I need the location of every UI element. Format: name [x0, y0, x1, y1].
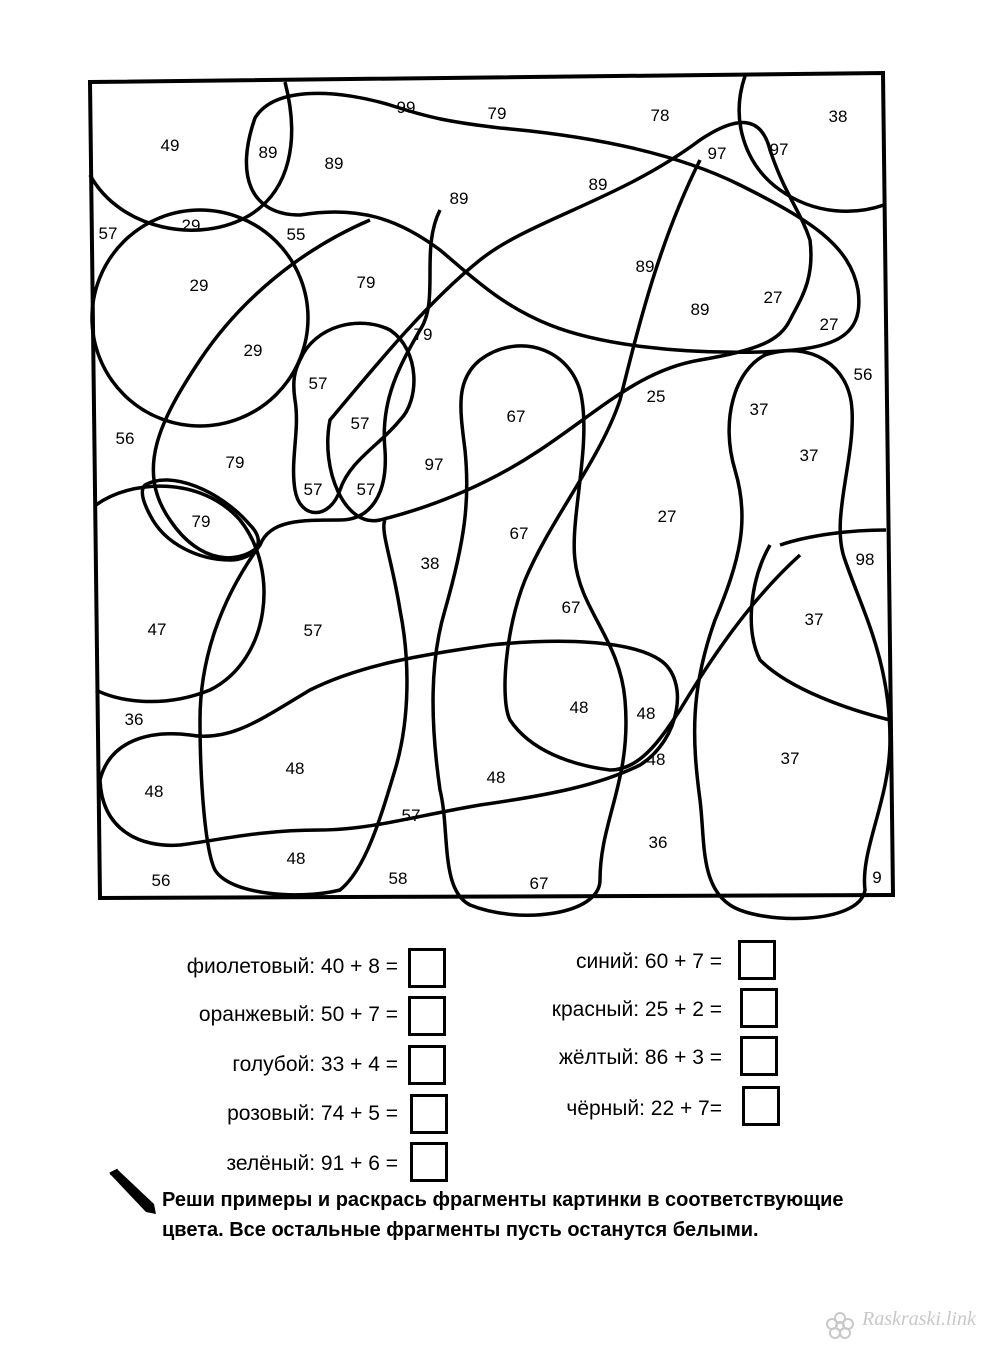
- curve-region-98: [780, 530, 886, 545]
- curve-top-right-circle: [739, 76, 884, 211]
- region-number: 57: [308, 374, 328, 393]
- instruction-text: [162, 1185, 942, 1245]
- region-number: 89: [258, 143, 278, 162]
- curve-band-79: [153, 210, 440, 558]
- region-number: 37: [804, 610, 824, 629]
- region-number: 67: [509, 524, 529, 543]
- watermark: Raskraski.link: [862, 1308, 976, 1330]
- region-number: 89: [690, 300, 710, 319]
- region-number: 97: [424, 455, 444, 474]
- curve-band-48: [100, 641, 677, 845]
- region-number: 37: [780, 749, 800, 768]
- region-number: 58: [388, 869, 408, 888]
- pin-middle: [433, 346, 626, 915]
- region-number: 89: [588, 175, 608, 194]
- curve-lower-left-circle: [96, 486, 264, 701]
- instruction-line-2: цвета. Все остальные фрагменты пусть останутся белыми.: [162, 1219, 759, 1241]
- region-number: 97: [707, 144, 727, 163]
- answer-box-orange[interactable]: [408, 996, 446, 1036]
- region-number: 67: [506, 407, 526, 426]
- region-number: 48: [636, 704, 656, 723]
- region-number: 37: [799, 446, 819, 465]
- answer-box-blue[interactable]: [738, 940, 776, 980]
- region-number: 48: [285, 759, 305, 778]
- region-number: 79: [191, 512, 211, 531]
- region-number: 98: [855, 550, 875, 569]
- region-number: 57: [98, 224, 118, 243]
- curve-region-37: [751, 545, 890, 720]
- region-number: 29: [243, 341, 263, 360]
- region-number: 49: [160, 136, 180, 155]
- region-number: 48: [144, 782, 164, 801]
- region-number: 48: [646, 750, 666, 769]
- region-number: 57: [303, 621, 323, 640]
- curve-loop-48: [505, 160, 800, 770]
- region-number: 78: [650, 106, 670, 125]
- equation-light-blue: голубой: 33 + 4 =: [232, 1053, 398, 1076]
- region-number: 79: [356, 273, 376, 292]
- equation-black: чёрный: 22 + 7=: [566, 1097, 722, 1120]
- equation-red: красный: 25 + 2 =: [551, 998, 722, 1021]
- region-number: 25: [646, 387, 666, 406]
- region-number: 89: [449, 189, 469, 208]
- region-number: 67: [529, 874, 549, 893]
- curve-left-circle: [92, 210, 308, 426]
- region-number: 57: [350, 414, 370, 433]
- answer-box-light-blue[interactable]: [408, 1045, 446, 1085]
- answer-box-green[interactable]: [410, 1142, 448, 1182]
- region-number: 79: [487, 104, 507, 123]
- answer-box-violet[interactable]: [408, 948, 446, 988]
- region-number: 55: [286, 225, 306, 244]
- region-number: 56: [853, 365, 873, 384]
- equation-pink: розовый: 74 + 5 =: [227, 1102, 398, 1125]
- region-number: 27: [763, 288, 783, 307]
- instruction-line-1: Реши примеры и раскрась фрагменты картинки в соответствующие: [162, 1189, 844, 1211]
- region-number: 56: [151, 871, 171, 890]
- region-number: 29: [189, 276, 209, 295]
- region-number: 37: [749, 400, 769, 419]
- region-number: 56: [115, 429, 135, 448]
- region-number: 57: [303, 480, 323, 499]
- region-number: 29: [181, 216, 201, 235]
- region-number: 27: [657, 507, 677, 526]
- region-number: 79: [413, 325, 433, 344]
- region-number: 67: [561, 598, 581, 617]
- equation-orange: оранжевый: 50 + 7 =: [198, 1003, 398, 1026]
- region-number: 48: [569, 698, 589, 717]
- region-number: 9: [872, 868, 882, 887]
- region-number: 79: [225, 453, 245, 472]
- equation-green: зелёный: 91 + 6 =: [226, 1152, 398, 1175]
- answer-box-red[interactable]: [740, 988, 778, 1028]
- curve-band-97: [328, 123, 811, 521]
- region-number: 99: [396, 98, 416, 117]
- pencil-icon: [106, 1168, 158, 1218]
- region-number: 36: [648, 833, 668, 852]
- region-number: 38: [828, 107, 848, 126]
- region-number: 47: [147, 620, 167, 639]
- equation-yellow: жёлтый: 86 + 3 =: [558, 1046, 722, 1069]
- equation-blue: синий: 60 + 7 =: [575, 950, 722, 973]
- answer-box-black[interactable]: [742, 1086, 780, 1126]
- pin-right: [695, 351, 890, 919]
- region-number: 89: [324, 154, 344, 173]
- region-number: 97: [769, 140, 789, 159]
- answer-box-yellow[interactable]: [740, 1036, 778, 1076]
- flower-icon: [820, 1310, 860, 1342]
- answer-box-pink[interactable]: [410, 1094, 448, 1134]
- region-number: 38: [420, 554, 440, 573]
- curve-band-89: [246, 93, 858, 352]
- region-number: 57: [356, 480, 376, 499]
- region-number: 48: [486, 768, 506, 787]
- region-number: 36: [124, 710, 144, 729]
- region-number: 57: [401, 806, 421, 825]
- region-number: 89: [635, 257, 655, 276]
- equation-violet: фиолетовый: 40 + 8 =: [186, 955, 398, 978]
- region-number: 27: [819, 315, 839, 334]
- region-number: 48: [286, 849, 306, 868]
